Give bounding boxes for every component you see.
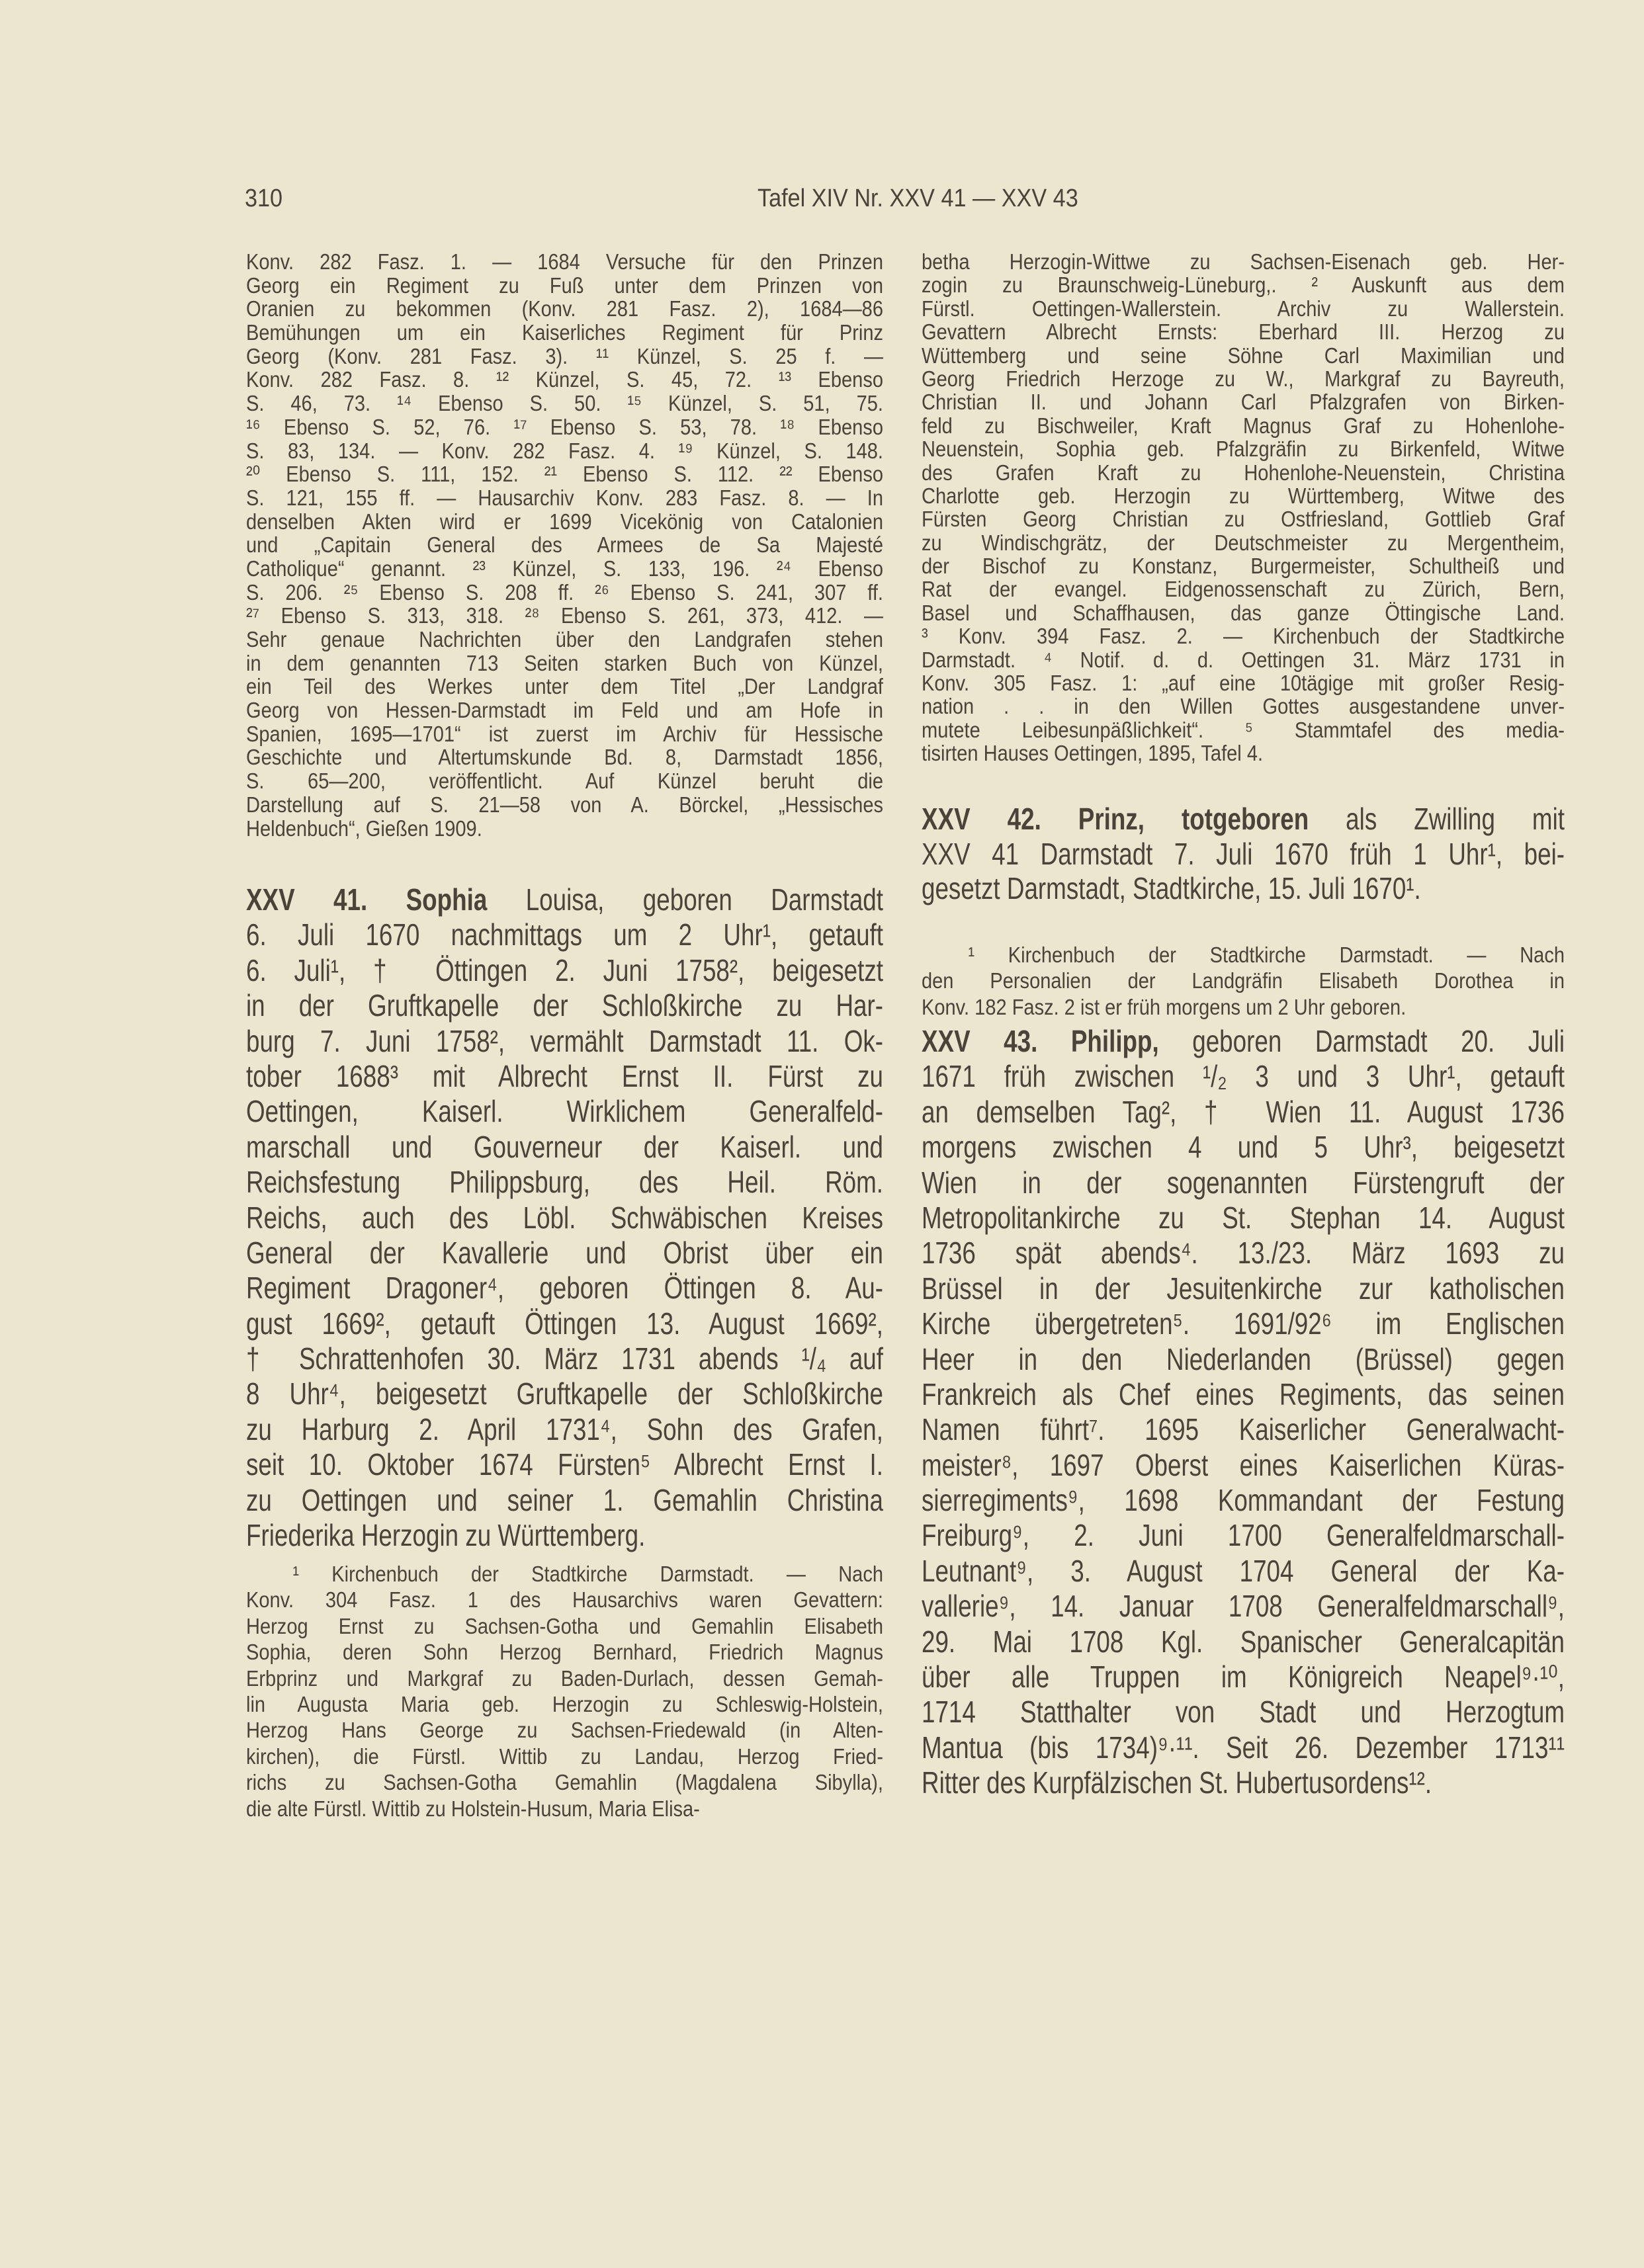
text-line: betha Herzogin-Wittwe zu Sachsen-Eisenach geb. Her-: [922, 249, 1565, 274]
text-line: Geschichte und Altertumskunde Bd. 8, Darmstadt 1856,: [246, 745, 883, 770]
text-line: zu Oettingen und seiner 1. Gemahlin Christina: [246, 1482, 883, 1517]
text-line: ¹⁶ Ebenso S. 52, 76. ¹⁷ Ebenso S. 53, 78. ¹⁸ Ebenso: [246, 414, 883, 439]
text-line: ²⁷ Ebenso S. 313, 318. ²⁸ Ebenso S. 261, 373, 412. —: [246, 603, 883, 628]
text-line: denselben Akten wird er 1699 Vicekönig von Catalonien: [246, 509, 883, 534]
footnotes-continued: [922, 250, 1565, 765]
text-line: und „Capitain General des Armees de Sa Majesté: [246, 532, 883, 558]
text-line: ³ Konv. 394 Fasz. 2. — Kirchenbuch der Stadtkirche: [922, 624, 1565, 649]
text-line: Namen führt⁷. 1695 Kaiserlicher Generalwacht-: [922, 1412, 1565, 1447]
text-line: S. 83, 134. — Konv. 282 Fasz. 4. ¹⁹ Künzel, S. 148.: [246, 438, 883, 463]
text-line: S. 46, 73. ¹⁴ Ebenso S. 50. ¹⁵ Künzel, S. 51, 75.: [246, 391, 883, 416]
text-line: Konv. 182 Fasz. 2 ist er früh morgens um 2 Uhr geboren.: [922, 994, 1406, 1019]
running-title: Tafel XIV Nr. XXV 41 — XXV 43: [757, 185, 1078, 212]
text-line: nation . . in den Willen Gottes ausgestandene unver-: [922, 694, 1565, 719]
text-line: Brüssel in der Jesuitenkirche zur katholischen: [922, 1271, 1565, 1306]
text-line: ²⁰ Ebenso S. 111, 152. ²¹ Ebenso S. 112. ²² Ebenso: [246, 462, 883, 487]
text-line: ¹ Kirchenbuch der Stadtkirche Darmstadt. — Nach: [968, 943, 1565, 967]
text-line: Catholique“ genannt. ²³ Künzel, S. 133, 196. ²⁴ Ebenso: [246, 556, 883, 581]
text-line: Konv. 304 Fasz. 1 des Hausarchivs waren Gevattern:: [246, 1587, 883, 1613]
text-line: Mantua (bis 1734)⁹·¹¹. Seit 26. Dezember 1713¹¹: [922, 1730, 1565, 1765]
text-line: seit 10. Oktober 1674 Fürsten⁵ Albrecht Ernst I.: [246, 1447, 883, 1482]
text-line: Georg ein Regiment zu Fuß unter dem Prinzen von: [246, 273, 883, 298]
text-line: morgens zwischen 4 und 5 Uhr³, beigesetzt: [922, 1130, 1565, 1165]
text-line: Leutnant⁹, 3. August 1704 General der Ka-: [922, 1553, 1565, 1588]
text-line: General der Kavallerie und Obrist über ein: [246, 1235, 883, 1270]
text-line: Christian II. und Johann Carl Pfalzgrafen von Birken-: [922, 390, 1565, 415]
text-line: Konv. 282 Fasz. 1. — 1684 Versuche für den Prinzen: [246, 249, 883, 274]
entry-text: geboren Darmstadt 20. Juli: [1158, 1024, 1565, 1058]
text-line: Frankreich als Chef eines Regiments, das seinen: [922, 1376, 1565, 1411]
text-line: in dem genannten 713 Seiten starken Buch von Künzel,: [246, 650, 883, 675]
text-line: ¹ Kirchenbuch der Stadtkirche Darmstadt. — Nach: [292, 1562, 883, 1586]
text-line: 6. Juli¹, † Öttingen 2. Juni 1758², beigesetzt: [246, 952, 883, 987]
text-line: der Bischof zu Konstanz, Burgermeister, Schultheiß und: [922, 554, 1565, 579]
text-line: lin Augusta Maria geb. Herzogin zu Schleswig-Holstein,: [246, 1691, 883, 1716]
text-line: † Schrattenhofen 30. März 1731 abends ¹/₄ auf: [246, 1341, 883, 1376]
text-line: über alle Truppen im Königreich Neapel⁹·¹⁰,: [922, 1659, 1565, 1695]
text-line: Wien in der sogenannten Fürstengruft der: [922, 1165, 1565, 1200]
text-line: Rat der evangel. Eidgenossenschaft zu Zürich, Bern,: [922, 577, 1565, 602]
text-line: richs zu Sachsen-Gotha Gemahlin (Magdalena Sibylla),: [246, 1770, 883, 1795]
text-line: marschall und Gouverneur der Kaiserl. und: [246, 1129, 883, 1164]
text-line: feld zu Bischweiler, Kraft Magnus Graf zu Hohenlohe-: [922, 413, 1565, 438]
text-line: Georg Friedrich Herzoge zu W., Markgraf zu Bayreuth,: [922, 366, 1565, 391]
text-line: Oranien zu bekommen (Konv. 281 Fasz. 2), 1684—86: [246, 296, 883, 321]
entry-xxv43: [922, 1024, 1565, 1801]
entry-heading: XXV 43. Philipp,: [922, 1024, 1159, 1058]
text-line: Heer in den Niederlanden (Brüssel) gegen: [922, 1341, 1565, 1376]
text-line: 1736 spät abends⁴. 13./23. März 1693 zu: [922, 1236, 1565, 1271]
text-line: Regiment Dragoner⁴, geboren Öttingen 8. Au-: [246, 1271, 883, 1306]
text-line: [922, 1024, 1565, 1059]
text-line: meister⁸, 1697 Oberst eines Kaiserlichen Küras-: [922, 1447, 1565, 1482]
text-line: S. 121, 155 ff. — Hausarchiv Konv. 283 Fasz. 8. — In: [246, 485, 883, 510]
text-line: Darstellung auf S. 21—58 von A. Börckel, „Hessisches: [246, 792, 883, 817]
text-line: Herzog Hans George zu Sachsen-Friedewald (in Alten-: [246, 1718, 883, 1743]
text-line: [246, 882, 883, 917]
text-line: Georg (Konv. 281 Fasz. 3). ¹¹ Künzel, S. 25 f. —: [246, 343, 883, 368]
text-line: Heldenbuch“, Gießen 1909.: [246, 816, 482, 841]
footnotes-xxv42: [922, 942, 1565, 1020]
text-line: burg 7. Juni 1758², vermählt Darmstadt 11. Ok-: [246, 1023, 883, 1058]
text-line: vallerie⁹, 14. Januar 1708 Generalfeldmarschall⁹,: [922, 1589, 1565, 1624]
text-line: 29. Mai 1708 Kgl. Spanischer Generalcapitän: [922, 1624, 1565, 1659]
entry-text: Louisa, geboren Darmstadt: [487, 882, 883, 917]
text-line: Kirche übergetreten⁵. 1691/92⁶ im Englischen: [922, 1306, 1565, 1341]
text-line: Konv. 305 Fasz. 1: „auf eine 10tägige mit großer Resig-: [922, 671, 1565, 696]
text-line: Fürstl. Oettingen-Wallerstein. Archiv zu Wallerstein.: [922, 296, 1565, 321]
text-line: in der Gruftkapelle der Schloßkirche zu Har-: [246, 988, 883, 1023]
text-line: Herzog Ernst zu Sachsen-Gotha und Gemahlin Elisabeth: [246, 1613, 883, 1638]
entry-text: als Zwilling mit: [1309, 802, 1565, 836]
text-line: Konv. 282 Fasz. 8. ¹² Künzel, S. 45, 72. ¹³ Ebenso: [246, 367, 883, 392]
text-line: an demselben Tag², † Wien 11. August 1736: [922, 1094, 1565, 1129]
footnotes-xxv41: [246, 1561, 883, 1822]
text-line: Oettingen, Kaiserl. Wirklichem Generalfeld-: [246, 1094, 883, 1129]
text-line: Reichsfestung Philippsburg, des Heil. Röm.: [246, 1165, 883, 1200]
text-line: Fürsten Georg Christian zu Ostfriesland, Gottlieb Graf: [922, 507, 1565, 532]
text-line: Basel und Schaffhausen, das ganze Öttingische Land.: [922, 600, 1565, 625]
text-line: XXV 41 Darmstadt 7. Juli 1670 früh 1 Uhr¹, bei-: [922, 836, 1565, 871]
text-line: Freiburg⁹, 2. Juni 1700 Generalfeldmarschall-: [922, 1518, 1565, 1553]
text-line: den Personalien der Landgräfin Elisabeth Dorothea in: [922, 968, 1565, 993]
text-line: Erbprinz und Markgraf zu Baden-Durlach, dessen Gemah-: [246, 1665, 883, 1691]
text-line: Charlotte geb. Herzogin zu Württemberg, Witwe des: [922, 483, 1565, 508]
text-line: Neuenstein, Sophia geb. Pfalzgräfin zu Birkenfeld, Witwe: [922, 437, 1565, 462]
text-line: Sophia, deren Sohn Herzog Bernhard, Friedrich Magnus: [246, 1640, 883, 1665]
text-line: Metropolitankirche zu St. Stephan 14. August: [922, 1200, 1565, 1235]
text-line: des Grafen Kraft zu Hohenlohe-Neuenstein, Christina: [922, 460, 1565, 485]
text-line: Gevattern Albrecht Ernsts: Eberhard III. Herzog zu: [922, 319, 1565, 345]
text-line: zu Windischgrätz, der Deutschmeister zu Mergentheim,: [922, 530, 1565, 555]
text-line: gesetzt Darmstadt, Stadtkirche, 15. Juli 1670¹.: [922, 871, 1421, 905]
entry-heading: XXV 41. Sophia: [246, 882, 488, 917]
text-line: kirchen), die Fürstl. Wittib zu Landau, Herzog Fried-: [246, 1743, 883, 1769]
text-line: Reichs, auch des Löbl. Schwäbischen Kreises: [246, 1200, 883, 1235]
text-line: gust 1669², getauft Öttingen 13. August 1669²,: [246, 1306, 883, 1341]
text-line: Sehr genaue Nachrichten über den Landgrafen stehen: [246, 627, 883, 651]
page-number: 310: [245, 185, 283, 212]
text-line: Spanien, 1695—1701“ ist zuerst im Archiv für Hessische: [246, 721, 883, 746]
notes-continued: [246, 250, 883, 840]
text-line: zu Harburg 2. April 1731⁴, Sohn des Grafen,: [246, 1411, 883, 1447]
text-line: sierregiments⁹, 1698 Kommandant der Festung: [922, 1483, 1565, 1518]
text-line: 6. Juli 1670 nachmittags um 2 Uhr¹, getauft: [246, 917, 883, 952]
text-line: Wüttemberg und seine Söhne Carl Maximilian und: [922, 343, 1565, 368]
text-line: [922, 802, 1565, 837]
text-line: Georg von Hessen-Darmstadt im Feld und am Hofe in: [246, 698, 883, 723]
text-line: 1671 früh zwischen ¹/₂ 3 und 3 Uhr¹, getauft: [922, 1059, 1565, 1094]
text-line: S. 206. ²⁵ Ebenso S. 208 ff. ²⁶ Ebenso S. 241, 307 ff.: [246, 579, 883, 605]
text-line: Bemühungen um ein Kaiserliches Regiment für Prinz: [246, 320, 883, 345]
text-line: Friederika Herzogin zu Württemberg.: [246, 1518, 646, 1553]
text-line: 1714 Statthalter von Stadt und Herzogtum: [922, 1695, 1565, 1730]
text-line: ein Teil des Werkes unter dem Titel „Der Landgraf: [246, 674, 883, 699]
entry-heading: XXV 42. Prinz, totgeboren: [922, 802, 1309, 836]
text-line: mutete Leibesunpäßlichkeit“. ⁵ Stammtafel des media-: [922, 717, 1565, 742]
text-line: zogin zu Braunschweig-Lüneburg,. ² Auskunft aus dem: [922, 273, 1565, 298]
entry-xxv41: [246, 882, 883, 1553]
text-line: die alte Fürstl. Wittib zu Holstein-Husum, Maria Elisa-: [246, 1796, 700, 1821]
text-line: tober 1688³ mit Albrecht Ernst II. Fürst zu: [246, 1058, 883, 1093]
text-line: 8 Uhr⁴, beigesetzt Gruftkapelle der Schloßkirche: [246, 1376, 883, 1411]
text-line: Darmstadt. ⁴ Notif. d. d. Oettingen 31. März 1731 in: [922, 647, 1565, 672]
text-line: Ritter des Kurpfälzischen St. Hubertusordens¹².: [922, 1765, 1432, 1800]
entry-xxv42: [922, 802, 1565, 906]
text-line: tisirten Hauses Oettingen, 1895, Tafel 4.: [922, 741, 1264, 766]
text-line: S. 65—200, veröffentlicht. Auf Künzel beruht die: [246, 769, 883, 794]
